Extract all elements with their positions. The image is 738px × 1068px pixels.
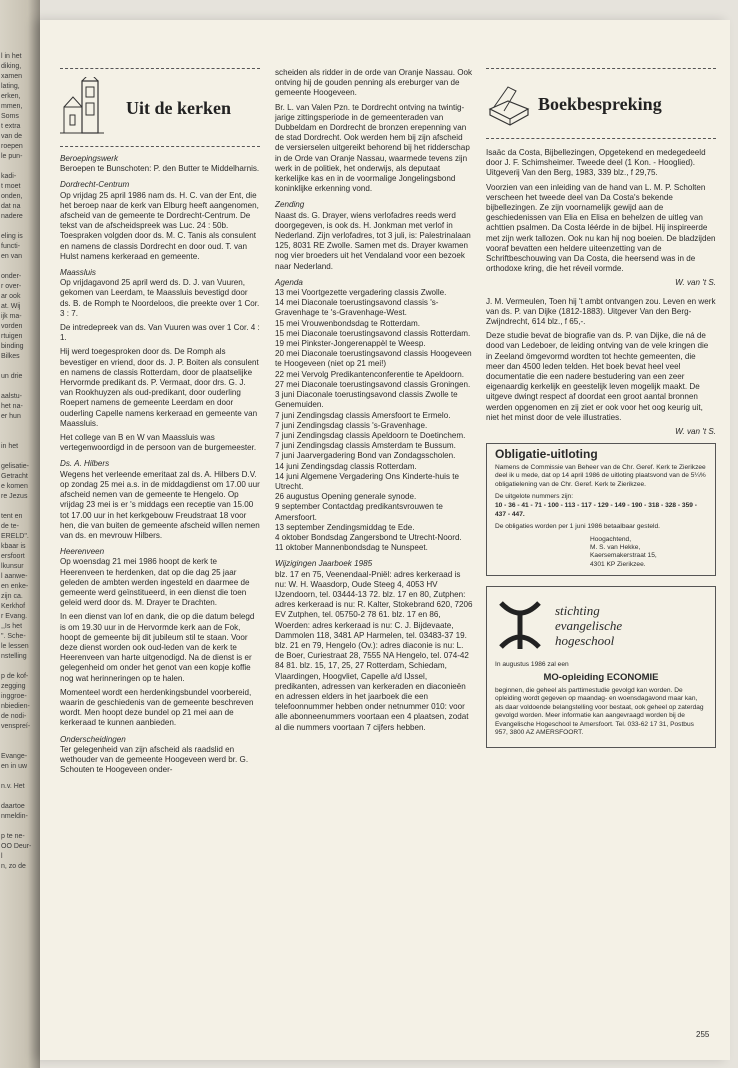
- advertisement-box: [486, 586, 716, 748]
- divider: [486, 138, 716, 140]
- divider: [60, 146, 260, 148]
- subheading: Dordrecht-Centrum: [60, 180, 130, 190]
- magazine-page: [40, 20, 730, 1060]
- signature-line: M. S. van Hekke,: [590, 543, 641, 551]
- list-item: 13 september Zendingsmiddag te Ede.: [275, 522, 415, 532]
- paragraph: De uitgelote nummers zijn:: [495, 492, 574, 500]
- list-item: 15 mei Diaconale toerustingsavond classis Rotterdam.: [275, 328, 471, 338]
- ad-title: MO-opleiding ECONOMIE: [543, 671, 659, 683]
- paragraph: beginnen, die geheel als parttimestudie gevolgd kan worden. De opleiding wordt gegeven op maandag- en woensdagavond maar kan, als daar voldoende belangstelling voor bestaat, ook geheel op zaterdag gevolgd worden. Meer informatie kan aangevraagd worden bij de Evangelische Hogeschool te Amersfoort. Tel. 033-62 17 31, Postbus 957, 3800 AZ AMERSFOORT.: [495, 686, 704, 736]
- list-item: 4 oktober Bondsdag Zangersbond te Utrecht-Noord.: [275, 532, 462, 542]
- paragraph: Het college van B en W van Maassluis was vertegenwoordigd in de persoon van de burgemeester.: [60, 433, 257, 453]
- paragraph: De obligaties worden per 1 juni 1986 betaalbaar gesteld.: [495, 523, 660, 531]
- signature-line: 4301 KP Zierikzee.: [590, 560, 646, 568]
- author-signature: W. van 't S.: [675, 278, 716, 288]
- ad-intro: In augustus 1986 zal een: [495, 661, 569, 669]
- paragraph: scheiden als ridder in de orde van Oranje Nassau. Ook ontving hij de gouden penning als ereburger van de gemeente Hoogeveen.: [275, 68, 473, 98]
- list-item: 3 juni Diaconale toerustingsavond classis Zwolle te Genemuiden.: [275, 390, 458, 410]
- logo-text: stichting: [555, 602, 600, 618]
- section-title: Uit de kerken: [126, 97, 231, 118]
- section-title: Boekbespreking: [538, 93, 662, 114]
- divider: [60, 68, 260, 70]
- list-item: 7 juni Zendingsdag classis Apeldoorn te Doetinchem.: [275, 430, 466, 440]
- list-item: 14 juni Zendingsdag classis Rotterdam.: [275, 461, 417, 471]
- paragraph: Beroepen te Bunschoten: P. den Butter te Middelharnis.: [60, 164, 260, 174]
- paragraph: Op woensdag 21 mei 1986 hoopt de kerk te Heerenveen te herdenken, dat op die dag 25 jaar geleden de ambten werden ingesteld en daarmee de gemeente werd geïnstitueerd, in een dienst die toen geleid werd door ds. M. Drayer te Drachten.: [60, 557, 250, 608]
- list-item: 14 juni Algemene Vergadering Ons Kinderte-huis te Utrecht.: [275, 471, 460, 491]
- paragraph: Wegens het verleende emeritaat zal ds. A. Hilbers D.V. op zondag 25 mei a.s. in de middagdienst om 17.00 uur afscheid nemen van de gemeente te Hengelo. Op vrijdag 23 mei is er 's middags een receptie van 15.00 tot 17.00 uur in het kerkgebouw Freudstraat 18 voor hen, die van buiten de gemeente afscheid willen nemen van ds. en mevrouw Hilbers.: [60, 469, 260, 540]
- list-item: 7 juni Jaarvergadering Bond van Zondagsscholen.: [275, 451, 456, 461]
- signature-line: Kaersemakerstraat 15,: [590, 552, 657, 560]
- gutter-text-fragment: l in het diking, xamen lating, erken, mmen, Soms t extra van de roepen le pun- kadi- t moet onden, dat na nadere eling is functi- en van onder- r over- ar ook at. Wij ijk ma- vorden rtuigen binding Bilkes un drie aalstu- het na- er hun in het gelisatie- Getracht e komen re Jezus tent en de te- ERELD". kbaar is ersfoort lkunsur l aanwe- en enke- zijn ca. Kerkhof r Evang. ,,Is het ". Sche- le lessen nstelling p de kof- zegging inggroe- nbiedien- de nodi- venspreí- Evange- en in uw n.v. Het daartoe nmeldin- p te ne- OO Deur- l n, zo de: [1, 53, 32, 870]
- box-title: Obligatie-uitloting: [495, 447, 598, 462]
- subheading: Maassluis: [60, 268, 96, 278]
- list-item: 9 september Contactdag predikantsvrouwen te Amersfoort.: [275, 502, 443, 522]
- paragraph: De intredepreek van ds. Van Vuuren was over 1 Cor. 4 : 1.: [60, 323, 260, 343]
- paragraph: Op vrijdag 25 april 1986 nam ds. H. C. van der Ent, die het beroep naar de kerk van Elburg heeft aangenomen, afscheid van de gemeente te Dordrecht-Centrum. De tekst van de afscheidspreek was Luc. 24 : 50b. Toespraken volgden door ds. M. C. Tanis als consulent en namens de classis Dordrecht en door oud. T. van Hulst namens kerkeraad en gemeente.: [60, 190, 259, 261]
- section-header: [486, 76, 716, 132]
- paragraph: Namens de Commissie van Beheer van de Chr. Geref. Kerk te Zierikzee deel ik u mede, dat op 14 april 1986 de uitloting plaatsvond van de 5¼% obligatielening van de Chr. Geref. Kerk te Zierikzee.: [495, 463, 706, 488]
- list-item: 7 juni Zendingsdag classis 's-Gravenhage.: [275, 420, 428, 430]
- list-item: 13 mei Voortgezette vergadering classis Zwolle.: [275, 288, 447, 298]
- list-item: 26 augustus Opening generale synode.: [275, 492, 417, 502]
- book-reference: J. M. Vermeulen, Toen hij 't ambt ontvangen zou. Leven en werk van ds. P. van Dijke (1812-1883). Uitgever Van den Berg-Zwijndrecht, 614 blz., f 65,-.: [486, 296, 716, 327]
- paragraph: Ter gelegenheid van zijn afscheid als raadslid en wethouder van de gemeente Hoogeveen werd br. G. Schouten te Hoogeveen onder-: [60, 744, 249, 775]
- page-number: 255: [696, 1030, 710, 1039]
- subheading: Onderscheidingen: [60, 734, 126, 744]
- column-middle: [275, 68, 473, 737]
- subheading: Zending: [275, 200, 305, 210]
- list-item: 27 mei Diaconale toerustingsavond classis Groningen.: [275, 379, 471, 389]
- list-item: 15 mei Vrouwenbondsdag te Rotterdam.: [275, 318, 421, 328]
- list-item: 19 mei Pinkster-Jongerenappèl te Weesp.: [275, 339, 426, 349]
- ad-logo: [495, 597, 707, 653]
- list-item: 20 mei Diaconale toerustingsavond classis Hoogeveen te Hoogeveen (niet op 21 mei!): [275, 349, 472, 369]
- paragraph: Br. L. van Valen Pzn. te Dordrecht ontving na twintig-jarige zittingsperiode in de gemeenteraden van Dubbeldam en Dordrecht de bronzen erepenning van de stad Dordrecht. Ook werden hem bij zijn afscheid de versierselen uitgereikt behorend bij het ridderschap in de Orde van Oranje Nassau, waarmede tevens zijn werk in de politiek, het onderwijs, als deputaat kerkelijke kas en in de voormalige Jongelingsbond koninklijke erkenning vond.: [275, 102, 470, 194]
- obligatie-box: [486, 443, 716, 576]
- subheading: Wijzigingen Jaarboek 1985: [275, 559, 373, 569]
- paragraph: Deze studie bevat de biografie van ds. P. van Dijke, die ná de dood van Ledeboer, de leiding ontving van de vele kringen die in Zeeland ömgevormd wordten tot hechte gemeenten, die meer dan 4500 leden telden. Het boek bevat heel veel documentatie die een nadere bestudering van een zeer eigenaardig kerkelijk en geestelijk leven mogelijk maakt. De uitgeve dwingt respect af doordat een groot aantal bronnen werden opgenomen en zij ziet er ook voor het oog keurig uit, niet het minst door de vele illustraties.: [486, 331, 709, 422]
- paragraph: Momenteel wordt een herdenkingsbundel voorbereid, waarin de geschiedenis van de gemeente beschreven wordt. Men hoopt deze bundel op 21 mei aan de kerkeraad te kunnen aanbieden.: [60, 687, 254, 728]
- paragraph: blz. 17 en 75, Veenendaal-Pniël: adres kerkeraad is nu: W. H. Waasdorp, Oude Steeg 4, 4053 HV IJzendoorn, tel. 03444-13 72. blz. 17 en 80, Zutphen: adres kerkeraad is nu: R. Kalter, Stokebrand 620, 7206 EV Zutphen, tel. 05750-2 78 61. blz. 17 en 86, Woerden: adres kerkeraad is nu: C. J. Bijdevaate, Dammolen 118, 3481 AP Harmelen, tel. 03483-37 19. blz. 21 en 79, Hengelo (Ov.): adres diaconie is nu: L. de Boer, Curiestraat 28, 7555 NA Hengelo, tel. 074-42 84 81. blz. 15, 17, 25, 27 Rotterdam, Schiedam, Vlaardingen, Hoogvliet, Capelle a/d IJssel, predikanten, adressen van kerkeraden en diaconieën en adressen elders in het jaarboek die een telefoonnummer hebben onder netnummer 010: voor alle abonneenummers voortaan een 4 plaatsen, zodat al die nummers voortaan 7 cijfers hebben.: [275, 569, 473, 732]
- section-header: [60, 76, 260, 140]
- list-item: 7 juni Zendingsdag classis Amersfoort te Ermelo.: [275, 410, 451, 420]
- subheading: Ds. A. Hilbers: [60, 459, 110, 469]
- logo-text: evangelische: [555, 617, 623, 633]
- list-item: 14 mei Diaconale toerustingsavond classis 's-Gravenhage te 's-Gravenhage-West.: [275, 298, 439, 318]
- agenda-list: [275, 288, 473, 553]
- subheading: Beroepingswerk: [60, 154, 119, 163]
- author-signature: W. van 't S.: [675, 427, 716, 437]
- hogeschool-logo-icon: [495, 597, 545, 653]
- numbers-list: 10 - 36 - 41 - 71 - 100 - 113 - 117 - 129 - 149 - 190 - 318 - 328 - 359 - 437 - 447.: [495, 502, 697, 518]
- column-boekbespreking: [486, 68, 716, 748]
- church-icon: [60, 77, 120, 139]
- subheading: Heerenveen: [60, 547, 105, 557]
- signature-line: Hoogachtend,: [590, 535, 632, 543]
- logo-text: hogeschool: [555, 632, 615, 648]
- previous-page-gutter: [0, 0, 40, 1068]
- paragraph: Op vrijdagavond 25 april werd ds. D. J. van Vuuren, gekomen van Leerdam, te Maassluis bevestigd door ds. B. de Romph te Noordeloos, die preekte over 1 Cor. 3 : 7.: [60, 278, 260, 318]
- column-uit-de-kerken: [60, 68, 260, 779]
- list-item: 11 oktober Mannenbondsdag te Nunspeet.: [275, 543, 428, 553]
- paragraph: Naast ds. G. Drayer, wiens verlofadres reeds werd doorgegeven, is ook ds. H. Jonkman met verlof in Nederland. Zijn verlofadres, tot 3 juli, is: Palestrinalaan 125, 8031 RE Zwolle. Samen met ds. Drayer kwamen nog vier broeders uit het Vendaland voor een bezoek naar Nederland.: [275, 210, 471, 271]
- paragraph: Voorzien van een inleiding van de hand van L. M. P. Scholten verscheen het tweede deel van Da Costa's bekende bijbellezingen. Ze zijn voornamelijk gewijd aan de geschiedenissen van Elia en Elisa en behelzen de uitleg van achttien psalmen. Da Costa léérde in de bijbel. Hij inspireerde met zijn werk tallozen. Ook nu kan hij nog boeien. De bladzijden vooraf bevatten een heldere uiteenzetting van de Schriftbeschouwing van Da Costa, die heersend was in de orthodoxe kring, die het réveil vormde.: [486, 182, 716, 274]
- paragraph: In een dienst van lof en dank, die op die datum belegd is om 19.30 uur in de Hervormde kerk aan de Fok, hoopt de gemeente bij dit jubileum stil te staan. Voor deze dienst worden ook oud-leden van de kerk te Heerenveen van harte uitgenodigd. Na de dienst is er gelegenheid om onder het genot van een kopje koffie nog wat herinneringen op te halen.: [60, 612, 255, 683]
- subheading: Agenda: [275, 277, 303, 287]
- book-icon: [486, 79, 532, 129]
- list-item: 22 mei Vervolg Predikantenconferentie te Apeldoorn.: [275, 369, 464, 379]
- list-item: 7 juni Zendingsdag classis Amsterdam te Bussum.: [275, 441, 456, 451]
- paragraph: Hij werd toegesproken door ds. De Romph als bevestiger en vriend, door ds. J. P. Boiten als consulent en namens de classis Rotterdam, door de plaatselijke Hervormde predikant ds. P. Vermaat, door drs. G. J. van Rookhuyzen als oud-predikant, door ouderling Roepert namens de gemeente Leerdam en door ouderling Capelle namens kerkeraad en gemeente van Maassluis.: [60, 347, 259, 428]
- divider: [486, 68, 716, 70]
- book-reference: Isaäc da Costa, Bijbellezingen, Opgetekend en medegedeeld door J. F. Schimsheimer. Tweede deel (1 Kon. - Hooglied). Uitgeverij Van den Berg, 1983, 339 blz., f 29,75.: [486, 148, 706, 178]
